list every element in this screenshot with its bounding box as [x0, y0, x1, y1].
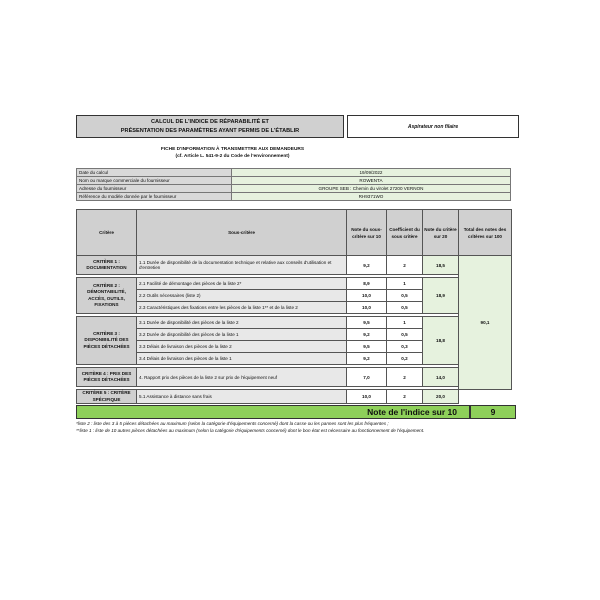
- total-score: 90,1: [459, 256, 512, 390]
- subcriterion-note: 10,0: [347, 302, 387, 314]
- fiche-heading: [76, 146, 519, 160]
- info-value: ROWENTA: [232, 177, 511, 185]
- fiche-line-1: FICHE D'INFORMATION À TRANSMETTRE AUX DEMANDEURS: [160, 147, 305, 152]
- criterion-name: CRITÈRE 1 : DOCUMENTATION: [77, 256, 137, 275]
- subcriterion-note: 9,5: [347, 317, 387, 329]
- subcriterion-label: 2.2 Outils nécessaires (liste 2): [137, 290, 347, 302]
- criterion-score: 18,9: [423, 278, 459, 314]
- subcriterion-coef: 0,5: [387, 329, 423, 341]
- sheet-title: [76, 115, 344, 138]
- subcriterion-coef: 0,5: [387, 290, 423, 302]
- subcriterion-note: 7,0: [347, 368, 387, 387]
- fiche-line-2: (cf. Article L. 541-9-2 du Code de l'environnement): [175, 154, 290, 159]
- final-score-value: 9: [470, 405, 516, 419]
- col-total100: Total des notes des critères sur 100: [459, 210, 512, 256]
- repairability-sheet: [76, 115, 519, 434]
- table-row: [77, 256, 512, 275]
- title-line-2: PRÉSENTATION DES PARAMÈTRES AYANT PERMIS DE L'ÉTABLIR: [120, 128, 300, 134]
- col-coef: Coefficient du sous critère: [387, 210, 423, 256]
- subcriterion-coef: 0,5: [387, 302, 423, 314]
- subcriterion-label: 3.2 Durée de disponibilité des pièces de la liste 1: [137, 329, 347, 341]
- info-value: RH9371WO: [232, 193, 511, 201]
- footnote-1: *liste 2 : liste des 3 à 5 pièces détachées au maximum (selon la catégorie d'équipements concerné) dont la casse ou les pannes sont les plus fréquentes ;: [76, 421, 389, 426]
- criteria-table: [76, 209, 512, 404]
- subcriterion-label: 1.1 Durée de disponibilité de la documentation technique et relative aux conseils d'utilisation et d'entretien: [137, 256, 347, 275]
- subcriterion-note: 9,2: [347, 329, 387, 341]
- subcriterion-label: 3.4 Délais de livraison des pièces de la liste 1: [137, 353, 347, 365]
- subcriterion-note: 10,0: [347, 290, 387, 302]
- final-score-label: Note de l'indice sur 10: [76, 405, 470, 419]
- table-row: [77, 278, 512, 290]
- sheet-header: [76, 115, 519, 138]
- info-row: [77, 169, 511, 177]
- info-row: [77, 185, 511, 193]
- table-row: [77, 368, 512, 387]
- subcriterion-note: 8,9: [347, 278, 387, 290]
- subcriterion-note: 9,2: [347, 353, 387, 365]
- title-line-1: CALCUL DE L'INDICE DE RÉPARABILITÉ ET: [151, 119, 269, 125]
- subcriterion-label: 4. Rapport prix des pièces de la liste 2 sur prix de l'équipement neuf: [137, 368, 347, 387]
- subcriterion-note: 9,5: [347, 341, 387, 353]
- info-row: [77, 193, 511, 201]
- table-row: [77, 317, 512, 329]
- footnote-2: **liste 1 : liste de 10 autres pièces détachées au maximum (selon la catégorie d'équipements concerné) dont le bon état est nécessaire au fonctionnement de l'équipement.: [76, 427, 425, 433]
- table-header-row: [77, 210, 512, 256]
- subcriterion-note: 10,0: [347, 390, 387, 404]
- criterion-name: CRITÈRE 3 : DISPONIBILITÉ DES PIÈCES DÉTACHÉES: [77, 317, 137, 365]
- col-note10: Note du sous-critère sur 10: [347, 210, 387, 256]
- supplier-info-table: [76, 168, 511, 201]
- subcriterion-coef: 2: [387, 368, 423, 387]
- criterion-name: CRITÈRE 2 : DÉMONTABILITÉ, ACCÈS, OUTILS, FIXATIONS: [77, 278, 137, 314]
- subcriterion-label: 3.1 Durée de disponibilité des pièces de la liste 2: [137, 317, 347, 329]
- info-value: GROUPE SEB : Chemin du virolet 27200 VERNON: [232, 185, 511, 193]
- subcriterion-coef: 2: [387, 256, 423, 275]
- subcriterion-coef: 0,2: [387, 353, 423, 365]
- criterion-score: 18,5: [423, 256, 459, 275]
- info-row: [77, 177, 511, 185]
- criterion-score: 20,0: [423, 390, 459, 404]
- info-value: 19/09/2022: [232, 169, 511, 177]
- product-category: Aspirateur non filaire: [347, 115, 519, 138]
- col-subcriteria: Sous-critère: [137, 210, 347, 256]
- info-label: Adresse du fournisseur: [77, 185, 232, 193]
- info-label: Date du calcul: [77, 169, 232, 177]
- footnotes: [76, 421, 516, 434]
- criterion-name: CRITÈRE 4 : PRIX DES PIÈCES DÉTACHÉES: [77, 368, 137, 387]
- subcriterion-label: 5.1 Assistance à distance sans frais: [137, 390, 347, 404]
- subcriterion-coef: 2: [387, 390, 423, 404]
- info-label: Référence du modèle donnée par le fournisseur: [77, 193, 232, 201]
- subcriterion-note: 9,2: [347, 256, 387, 275]
- subcriterion-label: 3.3 Délais de livraison des pièces de la liste 2: [137, 341, 347, 353]
- final-score-bar: [76, 405, 516, 419]
- criterion-score: 18,8: [423, 317, 459, 365]
- criterion-score: 14,0: [423, 368, 459, 387]
- subcriterion-coef: 1: [387, 278, 423, 290]
- subcriterion-label: 2.1 Facilité de démontage des pièces de la liste 2*: [137, 278, 347, 290]
- col-note20: Note du critère sur 20: [423, 210, 459, 256]
- subcriterion-coef: 0,3: [387, 341, 423, 353]
- criterion-name: CRITÈRE 5 : CRITÈRE SPÉCIFIQUE: [77, 390, 137, 404]
- subcriterion-label: 2.3 Caractéristiques des fixations entre les pièces de la liste 1** et de la liste 2: [137, 302, 347, 314]
- col-criteria: Critère: [77, 210, 137, 256]
- table-row: [77, 390, 512, 404]
- info-label: Nom ou marque commerciale du fournisseur: [77, 177, 232, 185]
- subcriterion-coef: 1: [387, 317, 423, 329]
